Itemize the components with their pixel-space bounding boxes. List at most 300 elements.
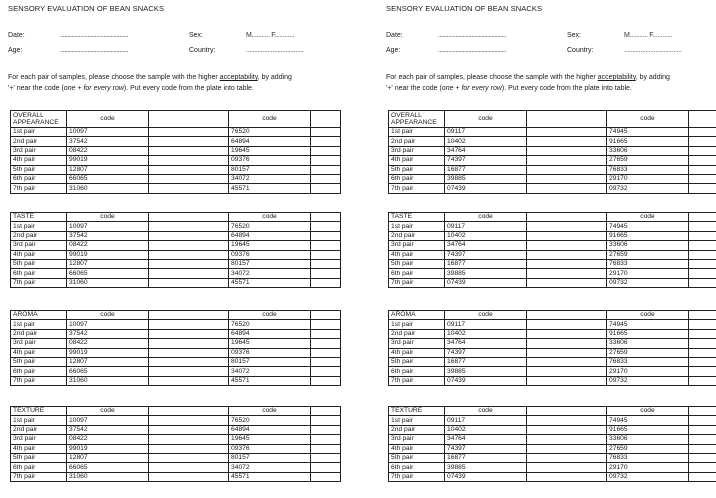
- mark-cell-a[interactable]: [149, 174, 229, 183]
- mark-cell-b[interactable]: [311, 241, 341, 250]
- table-row: [11, 425, 341, 434]
- mark-cell-b[interactable]: [689, 472, 716, 481]
- table-row: [11, 137, 341, 146]
- mark-cell-b[interactable]: [689, 453, 716, 462]
- code-b: 29170: [607, 174, 689, 183]
- code-header-a: code: [67, 407, 149, 416]
- pair-label: 5th pair: [389, 165, 445, 174]
- age-label: Age:: [8, 47, 23, 54]
- mark-cell-a[interactable]: [149, 128, 229, 137]
- code-b: 74945: [607, 222, 689, 231]
- pair-label: 3rd pair: [11, 339, 67, 348]
- code-b: 27659: [607, 444, 689, 453]
- age-label: Age:: [386, 47, 401, 54]
- mark-cell-a[interactable]: [149, 241, 229, 250]
- table-row: [389, 453, 716, 462]
- code-a: 39885: [445, 463, 527, 472]
- code-a: 10402: [445, 231, 527, 240]
- pair-label: 4th pair: [11, 444, 67, 453]
- pair-label: 2nd pair: [389, 329, 445, 338]
- mark-cell-a[interactable]: [149, 329, 229, 338]
- mark-cell-b[interactable]: [689, 435, 716, 444]
- code-b: 19645: [229, 241, 311, 250]
- mark-cell-b[interactable]: [311, 250, 341, 259]
- code-b: 09732: [607, 472, 689, 481]
- code-a: 31060: [67, 278, 149, 287]
- instr-text-2: , by adding: [257, 74, 292, 81]
- section-name: AROMA: [389, 311, 445, 320]
- code-a: 39885: [445, 269, 527, 278]
- mark-cell-a[interactable]: [527, 231, 607, 240]
- code-b: 76833: [607, 453, 689, 462]
- mark-cell-a[interactable]: [527, 463, 607, 472]
- pair-label: 5th pair: [11, 259, 67, 268]
- mark-cell-a[interactable]: [527, 416, 607, 425]
- mark-cell-b[interactable]: [311, 376, 341, 385]
- code-b: 09376: [229, 348, 311, 357]
- mark-cell-b[interactable]: [689, 184, 716, 193]
- sex-field[interactable]: M........... F............: [624, 32, 673, 39]
- table-row: [11, 269, 341, 278]
- country-field[interactable]: ...................................: [246, 47, 304, 54]
- code-b: 27659: [607, 250, 689, 259]
- mark-cell[interactable]: [527, 111, 607, 128]
- code-b: 09732: [607, 278, 689, 287]
- code-a: 37542: [67, 425, 149, 434]
- mark-cell-a[interactable]: [149, 137, 229, 146]
- table-row: [11, 222, 341, 231]
- mark-cell-a[interactable]: [527, 425, 607, 434]
- mark-cell-a[interactable]: [149, 259, 229, 268]
- code-a: 31060: [67, 376, 149, 385]
- mark-cell-a[interactable]: [527, 348, 607, 357]
- mark-cell-b[interactable]: [311, 231, 341, 240]
- mark-cell-a[interactable]: [149, 250, 229, 259]
- section-name: TEXTURE: [389, 407, 445, 416]
- pair-label: 3rd pair: [389, 146, 445, 155]
- code-a: 08422: [67, 241, 149, 250]
- age-field[interactable]: ...............................................: [60, 47, 128, 54]
- table-row: [389, 222, 716, 231]
- mark-cell-b[interactable]: [311, 165, 341, 174]
- mark-cell-b[interactable]: [311, 435, 341, 444]
- pair-label: 2nd pair: [389, 425, 445, 434]
- mark-cell-a[interactable]: [527, 184, 607, 193]
- table-row: [11, 339, 341, 348]
- country-label: Country:: [567, 47, 594, 54]
- pair-label: 1st pair: [389, 222, 445, 231]
- code-b: 76833: [607, 259, 689, 268]
- code-a: 09117: [445, 320, 527, 329]
- mark-cell-a[interactable]: [527, 339, 607, 348]
- mark-cell-a[interactable]: [527, 376, 607, 385]
- code-a: 99019: [67, 250, 149, 259]
- mark-cell-b[interactable]: [689, 222, 716, 231]
- mark-cell-b[interactable]: [311, 463, 341, 472]
- mark-cell-b[interactable]: [689, 241, 716, 250]
- mark-cell-b[interactable]: [311, 367, 341, 376]
- mark-cell-b[interactable]: [689, 367, 716, 376]
- pair-label: 4th pair: [389, 444, 445, 453]
- mark-cell-a[interactable]: [149, 339, 229, 348]
- table-row: [11, 259, 341, 268]
- code-b: 74945: [607, 128, 689, 137]
- mark-cell-a[interactable]: [527, 259, 607, 268]
- code-b: 19645: [229, 339, 311, 348]
- mark-cell[interactable]: [311, 407, 341, 416]
- code-b: 19645: [229, 146, 311, 155]
- mark-cell[interactable]: [689, 311, 716, 320]
- table-row: [11, 250, 341, 259]
- mark-cell-a[interactable]: [149, 231, 229, 240]
- mark-cell[interactable]: [149, 311, 229, 320]
- mark-cell[interactable]: [311, 311, 341, 320]
- table-row: [389, 463, 716, 472]
- pair-label: 6th pair: [11, 174, 67, 183]
- mark-cell-b[interactable]: [689, 320, 716, 329]
- code-a: 08422: [67, 339, 149, 348]
- table-row: [11, 278, 341, 287]
- mark-cell-b[interactable]: [689, 128, 716, 137]
- mark-cell-b[interactable]: [311, 156, 341, 165]
- instr-text-1: For each pair of samples, please choose the sample with the higher: [386, 74, 598, 81]
- code-a: 12807: [67, 453, 149, 462]
- code-header-a: code: [67, 111, 149, 128]
- code-a: 37542: [67, 329, 149, 338]
- table-row: [389, 339, 716, 348]
- table-row: [11, 320, 341, 329]
- mark-cell-a[interactable]: [149, 463, 229, 472]
- table-row: [11, 128, 341, 137]
- table-row: [11, 472, 341, 481]
- code-a: 74397: [445, 156, 527, 165]
- code-a: 37542: [67, 137, 149, 146]
- table-row: [11, 435, 341, 444]
- code-a: 16877: [445, 165, 527, 174]
- code-b: 33606: [607, 435, 689, 444]
- table-row: [11, 348, 341, 357]
- mark-cell-a[interactable]: [527, 329, 607, 338]
- mark-cell-b[interactable]: [689, 463, 716, 472]
- code-a: 34764: [445, 146, 527, 155]
- mark-cell-b[interactable]: [689, 425, 716, 434]
- table-row: [389, 156, 716, 165]
- instr-text-4: ). Put every code from the plate into table.: [123, 85, 254, 92]
- table-row: [11, 357, 341, 366]
- instr-text-1: For each pair of samples, please choose the sample with the higher: [8, 74, 220, 81]
- mark-cell[interactable]: [527, 213, 607, 222]
- pair-label: 7th pair: [389, 184, 445, 193]
- mark-cell-a[interactable]: [527, 156, 607, 165]
- table-row: [389, 278, 716, 287]
- table-row: [11, 174, 341, 183]
- mark-cell-a[interactable]: [527, 367, 607, 376]
- date-field[interactable]: ...............................................: [438, 32, 506, 39]
- mark-cell-b[interactable]: [311, 174, 341, 183]
- mark-cell-a[interactable]: [149, 320, 229, 329]
- form-title: SENSORY EVALUATION OF BEAN SNACKS: [386, 4, 543, 13]
- table-row: [389, 425, 716, 434]
- mark-cell-b[interactable]: [311, 348, 341, 357]
- instr-italic: one + for every row: [441, 85, 502, 92]
- section-header-row: [389, 111, 716, 128]
- mark-cell-b[interactable]: [311, 357, 341, 366]
- mark-cell-b[interactable]: [311, 128, 341, 137]
- mark-cell[interactable]: [689, 407, 716, 416]
- section-header-row: [389, 213, 716, 222]
- mark-cell-b[interactable]: [311, 184, 341, 193]
- code-a: 31060: [67, 472, 149, 481]
- section-table: [388, 212, 716, 288]
- code-b: 19645: [229, 435, 311, 444]
- code-b: 91665: [607, 425, 689, 434]
- mark-cell[interactable]: [527, 311, 607, 320]
- code-b: 80157: [229, 259, 311, 268]
- mark-cell-b[interactable]: [689, 357, 716, 366]
- code-b: 80157: [229, 453, 311, 462]
- pair-label: 4th pair: [11, 156, 67, 165]
- code-a: 10097: [67, 320, 149, 329]
- mark-cell-b[interactable]: [311, 320, 341, 329]
- mark-cell-a[interactable]: [527, 146, 607, 155]
- mark-cell-a[interactable]: [527, 435, 607, 444]
- mark-cell[interactable]: [311, 111, 341, 128]
- section-name: TASTE: [389, 213, 445, 222]
- code-b: 80157: [229, 357, 311, 366]
- code-b: 64894: [229, 231, 311, 240]
- pair-label: 6th pair: [389, 269, 445, 278]
- mark-cell[interactable]: [689, 213, 716, 222]
- section-table: [388, 406, 716, 482]
- code-b: 34072: [229, 463, 311, 472]
- mark-cell-b[interactable]: [689, 376, 716, 385]
- code-a: 07439: [445, 472, 527, 481]
- pair-label: 7th pair: [11, 472, 67, 481]
- mark-cell-b[interactable]: [689, 416, 716, 425]
- mark-cell-a[interactable]: [149, 425, 229, 434]
- mark-cell-a[interactable]: [149, 269, 229, 278]
- mark-cell-b[interactable]: [311, 137, 341, 146]
- mark-cell-a[interactable]: [527, 241, 607, 250]
- mark-cell-b[interactable]: [311, 278, 341, 287]
- mark-cell[interactable]: [149, 111, 229, 128]
- table-row: [11, 329, 341, 338]
- table-row: [389, 357, 716, 366]
- mark-cell-b[interactable]: [689, 329, 716, 338]
- mark-cell-b[interactable]: [311, 425, 341, 434]
- table-row: [11, 367, 341, 376]
- code-b: 09376: [229, 250, 311, 259]
- code-a: 74397: [445, 348, 527, 357]
- pair-label: 1st pair: [389, 320, 445, 329]
- code-a: 10402: [445, 329, 527, 338]
- mark-cell-a[interactable]: [149, 184, 229, 193]
- pair-label: 1st pair: [11, 222, 67, 231]
- code-b: 45571: [229, 376, 311, 385]
- mark-cell-b[interactable]: [689, 339, 716, 348]
- pair-label: 5th pair: [11, 453, 67, 462]
- mark-cell-b[interactable]: [689, 156, 716, 165]
- pair-label: 4th pair: [11, 348, 67, 357]
- country-field[interactable]: ...................................: [624, 47, 682, 54]
- instr-italic: one + for every row: [63, 85, 124, 92]
- mark-cell-b[interactable]: [311, 453, 341, 462]
- mark-cell-a[interactable]: [527, 165, 607, 174]
- table-row: [389, 241, 716, 250]
- pair-label: 5th pair: [11, 357, 67, 366]
- mark-cell-b[interactable]: [311, 259, 341, 268]
- mark-cell-a[interactable]: [149, 165, 229, 174]
- code-a: 66065: [67, 463, 149, 472]
- pair-label: 4th pair: [11, 250, 67, 259]
- sex-field[interactable]: M........... F............: [246, 32, 295, 39]
- mark-cell-b[interactable]: [311, 146, 341, 155]
- date-label: Date:: [8, 32, 25, 39]
- code-b: 45571: [229, 184, 311, 193]
- mark-cell[interactable]: [527, 407, 607, 416]
- pair-label: 6th pair: [11, 463, 67, 472]
- section-table: [10, 110, 341, 194]
- code-b: 64894: [229, 137, 311, 146]
- right-sheet: [384, 0, 716, 498]
- code-a: 16877: [445, 453, 527, 462]
- mark-cell-b[interactable]: [311, 269, 341, 278]
- mark-cell[interactable]: [149, 407, 229, 416]
- pair-label: 5th pair: [11, 165, 67, 174]
- mark-cell-a[interactable]: [149, 435, 229, 444]
- mark-cell-b[interactable]: [311, 444, 341, 453]
- pair-label: 4th pair: [389, 348, 445, 357]
- mark-cell-b[interactable]: [311, 222, 341, 231]
- pair-label: 5th pair: [389, 453, 445, 462]
- mark-cell-a[interactable]: [527, 472, 607, 481]
- mark-cell-a[interactable]: [149, 278, 229, 287]
- mark-cell-a[interactable]: [149, 444, 229, 453]
- mark-cell-a[interactable]: [149, 472, 229, 481]
- pair-label: 3rd pair: [11, 435, 67, 444]
- code-header-b: code: [229, 213, 311, 222]
- mark-cell-a[interactable]: [527, 444, 607, 453]
- mark-cell-a[interactable]: [149, 357, 229, 366]
- mark-cell-b[interactable]: [689, 250, 716, 259]
- mark-cell-b[interactable]: [689, 231, 716, 240]
- pair-label: 6th pair: [389, 463, 445, 472]
- pair-label: 1st pair: [389, 416, 445, 425]
- code-b: 76520: [229, 222, 311, 231]
- mark-cell-a[interactable]: [527, 250, 607, 259]
- code-header-a: code: [67, 213, 149, 222]
- section-header-row: [389, 407, 716, 416]
- code-b: 45571: [229, 472, 311, 481]
- pair-label: 3rd pair: [389, 435, 445, 444]
- pair-label: 1st pair: [11, 128, 67, 137]
- mark-cell-a[interactable]: [527, 174, 607, 183]
- mark-cell-b[interactable]: [689, 165, 716, 174]
- table-row: [11, 416, 341, 425]
- code-b: 91665: [607, 137, 689, 146]
- pair-label: 6th pair: [11, 269, 67, 278]
- section-name: OVERALL APPEARANCE: [389, 111, 445, 128]
- mark-cell[interactable]: [311, 213, 341, 222]
- mark-cell-a[interactable]: [527, 278, 607, 287]
- pair-label: 2nd pair: [11, 137, 67, 146]
- date-field[interactable]: ...............................................: [60, 32, 128, 39]
- pair-label: 7th pair: [389, 376, 445, 385]
- table-row: [11, 241, 341, 250]
- code-header-b: code: [607, 311, 689, 320]
- mark-cell-b[interactable]: [311, 329, 341, 338]
- code-b: 74945: [607, 416, 689, 425]
- pair-label: 6th pair: [389, 367, 445, 376]
- pair-label: 3rd pair: [389, 241, 445, 250]
- mark-cell-a[interactable]: [527, 137, 607, 146]
- mark-cell-b[interactable]: [689, 269, 716, 278]
- pair-label: 1st pair: [11, 416, 67, 425]
- mark-cell-a[interactable]: [149, 348, 229, 357]
- age-field[interactable]: ...............................................: [438, 47, 506, 54]
- mark-cell-a[interactable]: [149, 453, 229, 462]
- code-b: 33606: [607, 146, 689, 155]
- mark-cell-b[interactable]: [689, 146, 716, 155]
- mark-cell-b[interactable]: [689, 259, 716, 268]
- mark-cell-a[interactable]: [149, 367, 229, 376]
- table-row: [389, 174, 716, 183]
- mark-cell-a[interactable]: [527, 320, 607, 329]
- code-a: 16877: [445, 357, 527, 366]
- mark-cell-b[interactable]: [689, 174, 716, 183]
- mark-cell-b[interactable]: [689, 348, 716, 357]
- code-a: 66065: [67, 269, 149, 278]
- code-b: 29170: [607, 367, 689, 376]
- mark-cell-a[interactable]: [149, 376, 229, 385]
- mark-cell-a[interactable]: [149, 146, 229, 155]
- mark-cell-a[interactable]: [527, 453, 607, 462]
- table-row: [389, 348, 716, 357]
- mark-cell-a[interactable]: [149, 156, 229, 165]
- code-b: 33606: [607, 241, 689, 250]
- mark-cell-b[interactable]: [689, 137, 716, 146]
- code-header-b: code: [607, 111, 689, 128]
- code-a: 34764: [445, 435, 527, 444]
- pair-label: 2nd pair: [11, 425, 67, 434]
- mark-cell-a[interactable]: [527, 269, 607, 278]
- mark-cell-b[interactable]: [311, 472, 341, 481]
- table-row: [389, 444, 716, 453]
- mark-cell-a[interactable]: [149, 222, 229, 231]
- mark-cell-b[interactable]: [311, 339, 341, 348]
- mark-cell[interactable]: [149, 213, 229, 222]
- section-table: [388, 110, 716, 194]
- instructions: [386, 72, 716, 94]
- section-name: OVERALL APPEARANCE: [11, 111, 67, 128]
- pair-label: 3rd pair: [11, 241, 67, 250]
- code-b: 91665: [607, 231, 689, 240]
- mark-cell-b[interactable]: [689, 444, 716, 453]
- mark-cell-a[interactable]: [527, 128, 607, 137]
- age-country-row: [8, 47, 349, 57]
- mark-cell-a[interactable]: [527, 222, 607, 231]
- instr-acceptability: acceptability: [219, 74, 258, 81]
- mark-cell-b[interactable]: [689, 278, 716, 287]
- code-a: 08422: [67, 435, 149, 444]
- mark-cell-a[interactable]: [527, 357, 607, 366]
- left-sheet: [6, 0, 349, 498]
- mark-cell-a[interactable]: [149, 416, 229, 425]
- mark-cell[interactable]: [689, 111, 716, 128]
- code-header-b: code: [607, 213, 689, 222]
- mark-cell-b[interactable]: [311, 416, 341, 425]
- code-b: 09376: [229, 444, 311, 453]
